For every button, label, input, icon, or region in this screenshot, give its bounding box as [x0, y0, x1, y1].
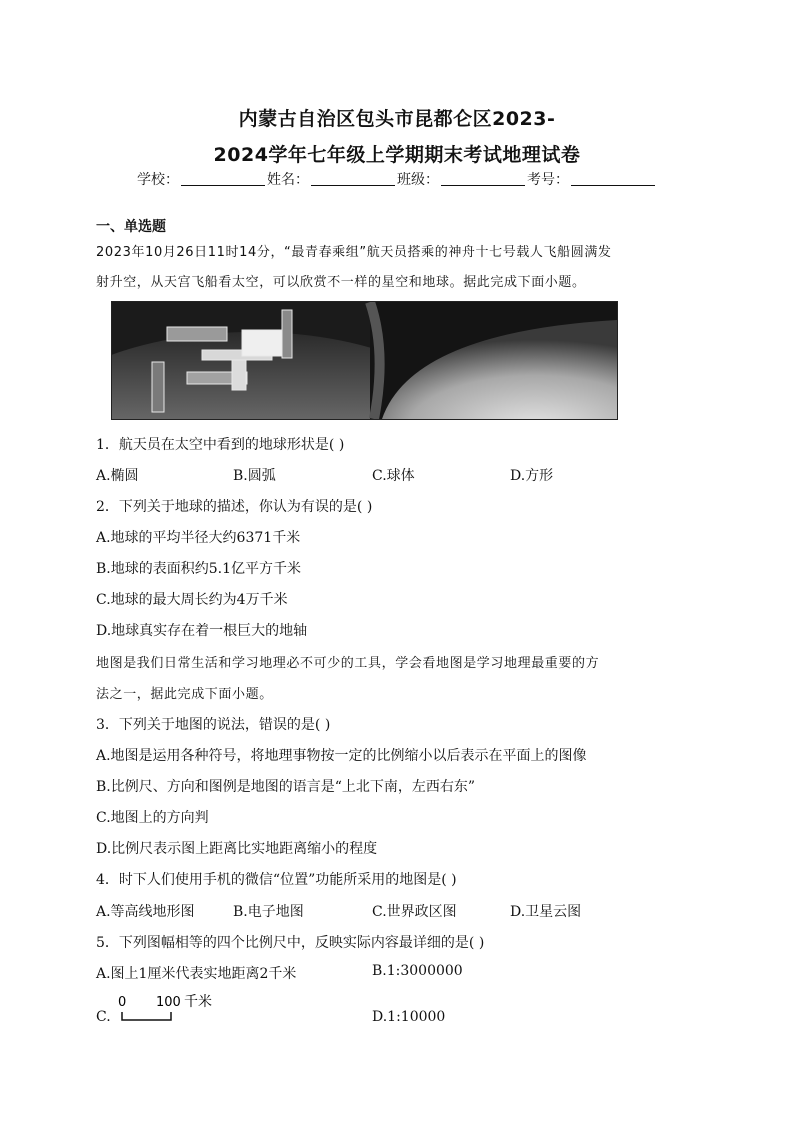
- student-info-line: [0, 169, 794, 189]
- question-2-stem: 2．下列关于地球的描述，你认为有误的是( ): [96, 499, 373, 515]
- passage1-line2: 射升空，从天宫飞船看太空，可以欣赏不一样的星空和地球。据此完成下面小题。: [96, 275, 586, 290]
- school-blank[interactable]: [181, 185, 265, 186]
- q5-option-b[interactable]: B.1:3000000: [372, 963, 463, 979]
- name-blank[interactable]: [311, 185, 395, 186]
- name-label: 姓名：: [267, 172, 309, 188]
- q2-option-d[interactable]: D.地球真实存在着一根巨大的地轴: [96, 623, 308, 639]
- passage2-line1: 地图是我们日常生活和学习地理必不可少的工具，学会看地图是学习地理最重要的方: [96, 656, 600, 671]
- photo-illustration: [112, 302, 617, 419]
- q2-option-b[interactable]: B.地球的表面积约5.1亿平方千米: [96, 561, 302, 577]
- q3-option-d[interactable]: D.比例尺表示图上距离比实地距离缩小的程度: [96, 841, 378, 857]
- q5-option-d[interactable]: D.1:10000: [372, 1009, 446, 1025]
- scale-hundred-label: 100: [156, 995, 181, 1010]
- scale-unit-label: 千米: [184, 994, 212, 1010]
- exam-no-blank[interactable]: [571, 185, 655, 186]
- question-4-stem: 4．时下人们使用手机的微信“位置”功能所采用的地图是( ): [96, 872, 457, 888]
- q1-option-a[interactable]: A.椭圆: [96, 468, 139, 484]
- exam-no-label: 考号：: [527, 172, 569, 188]
- q1-option-b[interactable]: B.圆弧: [233, 468, 276, 484]
- q4-option-b[interactable]: B.电子地图: [233, 904, 304, 920]
- scale-zero-label: 0: [118, 995, 127, 1010]
- q3-option-c[interactable]: C.地图上的方向判: [96, 810, 209, 826]
- exam-title-line-1: 内蒙古自治区包头市昆都仑区2023-: [238, 108, 556, 130]
- passage1-line1: 2023年10月26日11时14分，“最青春乘组”航天员搭乘的神舟十七号载人飞船圆满发: [96, 245, 612, 260]
- school-label: 学校：: [137, 172, 179, 188]
- class-label: 班级：: [397, 172, 439, 188]
- q3-option-a[interactable]: A.地图是运用各种符号，将地理事物按一定的比例缩小以后表示在平面上的图像: [96, 748, 587, 764]
- question-1-stem: 1．航天员在太空中看到的地球形状是( ): [96, 437, 345, 453]
- q5-option-c[interactable]: C.: [96, 1009, 111, 1025]
- q2-option-a[interactable]: A.地球的平均半径大约6371千米: [96, 530, 301, 546]
- q4-option-d[interactable]: D.卫星云图: [510, 904, 582, 920]
- section-title: 一、单选题: [96, 219, 166, 235]
- scale-bar-line: [122, 1012, 171, 1020]
- q1-option-d[interactable]: D.方形: [510, 468, 554, 484]
- q4-option-c[interactable]: C.世界政区图: [372, 904, 457, 920]
- passage2-line2: 法之一，据此完成下面小题。: [96, 687, 273, 702]
- q5-option-a[interactable]: A.图上1厘米代表实地距离2千米: [96, 966, 297, 982]
- scale-bar-figure: [118, 994, 228, 1024]
- q4-option-a[interactable]: A.等高线地形图: [96, 904, 195, 920]
- q2-option-c[interactable]: C.地球的最大周长约为4万千米: [96, 592, 288, 608]
- q1-option-c[interactable]: C.球体: [372, 468, 415, 484]
- question-3-stem: 3．下列关于地图的说法，错误的是( ): [96, 717, 331, 733]
- space-station-earth-photo: [111, 301, 618, 420]
- q3-option-b[interactable]: B.比例尺、方向和图例是地图的语言是“上北下南，左西右东”: [96, 779, 476, 795]
- class-blank[interactable]: [441, 185, 525, 186]
- question-5-stem: 5．下列图幅相等的四个比例尺中，反映实际内容最详细的是( ): [96, 935, 485, 951]
- exam-title-line-2: 2024学年七年级上学期期末考试地理试卷: [213, 144, 581, 166]
